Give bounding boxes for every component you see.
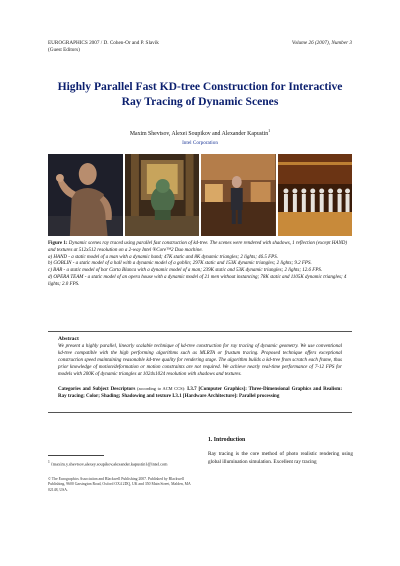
conference-line: EUROGRAPHICS 2007 / D. Cohen-Or and P. Slavík	[48, 40, 159, 46]
footnote-rule	[48, 455, 104, 456]
caption-item: c) BAR - a static model of bar Carta Blanca with a dynamic model of a man; 239K static and 53K dynamic triangles; 2 lights; 12.6 FPS.	[48, 268, 323, 274]
figure-panel-goblin	[125, 154, 200, 236]
guest-editors-line: (Guest Editors)	[48, 47, 80, 53]
ccs-acm-note: (according to ACM CCS):	[137, 386, 186, 391]
figure-caption	[48, 241, 352, 289]
paper-title	[40, 79, 360, 109]
hand-render	[48, 154, 123, 236]
abstract-heading: Abstract	[58, 336, 79, 342]
footnote-emails: {maxim.y.shevtsov,alexey.soupikov,alexander.kapustin}@intel.com	[50, 461, 168, 467]
section-heading: 1. Introduction	[208, 437, 246, 443]
author-names: Maxim Shevtsov, Alexei Soupikov and Alexander Kapustin	[129, 130, 269, 137]
caption-item: b) GOBLIN - a static model of a hall with a dynamic model of a goblin; 297K static and 153K dynamic triangles; 2 lights; 9.2 FPS.	[48, 261, 312, 267]
abstract-rule-top	[48, 331, 352, 332]
footnote-mark: 1	[48, 460, 50, 464]
figure-panel-bar	[201, 154, 276, 236]
title-line-1: Highly Parallel Fast KD-tree Construction for Interactive	[57, 80, 343, 93]
copyright-notice: © The Eurographics Association and Blackwell Publishing 2007. Published by Blackwell Publishing, 9600 Garsington Road, Oxford OX4 2DQ, UK and 350 Main Street, Malden, MA 02148, USA.	[48, 477, 191, 492]
footnote	[48, 459, 198, 467]
running-header-left	[48, 40, 159, 54]
opera-team-render	[278, 154, 353, 236]
caption-item: d) OPERA TEAM - a static model of an opera house with a dynamic model of 21 men without instancing; 78K static and 1105K dynamic triangles; 4 lights; 2.0 FPS.	[48, 274, 347, 287]
caption-label: Figure 1:	[48, 241, 68, 246]
teaser-figure	[48, 154, 352, 236]
section-body: Ray tracing is the core method of photo realistic rendering using global illumination simulation. Excellent ray tracing	[208, 451, 353, 465]
running-header-right: Volume 26 (2007), Number 3	[291, 40, 352, 46]
caption-intro: Dynamic scenes ray traced using parallel fast construction of kd-tree. The scenes were rendered with shadows, 1 reflection (except HAND) and textures at 512x512 resolution on a 2-way Intel ®Core™2 Duo machine.	[48, 241, 348, 253]
figure-panel-opera-team	[278, 154, 353, 236]
figure-panel-hand	[48, 154, 123, 236]
author-list	[40, 128, 360, 137]
ccs-label: Categories and Subject Descriptors	[58, 387, 136, 392]
title-line-2: Ray Tracing of Dynamic Scenes	[121, 95, 279, 108]
bar-render	[201, 154, 276, 236]
caption-item: a) HAND - a static model of a man with a dynamic hand; 47K static and 8K dynamic triangles; 2 lights; 46.5 FPS.	[48, 254, 278, 260]
abstract-rule-bottom	[48, 412, 352, 413]
abstract-text: We present a highly parallel, linearly scalable technique of kd-tree construction for ray tracing of dynamic geometry. We use conventional kd-tree compatible with the high performing algorithms such as MLRTA or frustum tracing. Proposed technique offers exceptional construction speed maintaining reasonable kd-tree quality for rendering stage. The algorithm builds a kd-tree from scratch each frame, thus prior knowledge of motion/deformation or motion constraints are not required. We achieve nearly real-time performance of 7-12 FPS for models with 200K of dynamic triangles at 1024x1024 resolution with shadows and textures.	[58, 344, 342, 377]
ccs-categories	[58, 386, 342, 401]
ccs-descriptors: I.3.7 [Computer Graphics]: Three-Dimensional Graphics and Realism: Ray tracing; Color; Shading; Shadowing and texture I.3.1 [Hardware Architecture]: Parallel processing	[58, 387, 342, 399]
goblin-render	[125, 154, 200, 236]
author-footnote-mark: 1	[268, 128, 271, 133]
affiliation: Intel Corporation	[182, 140, 218, 146]
